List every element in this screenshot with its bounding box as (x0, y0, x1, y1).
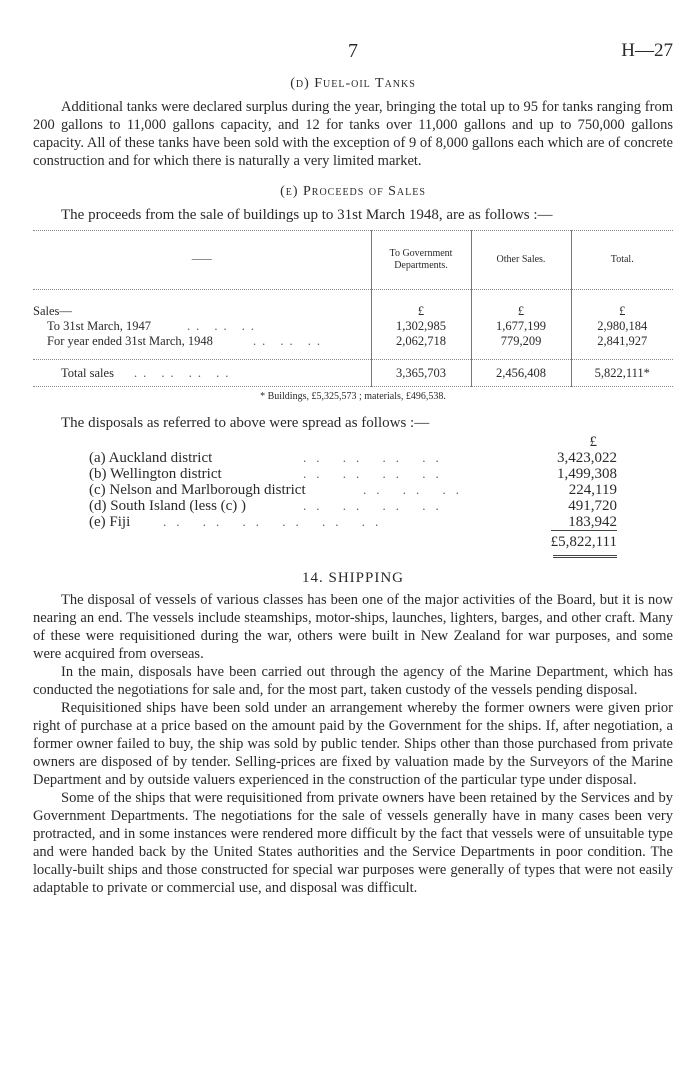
currency-symbol: £ (371, 290, 471, 320)
row-total-value: 2,980,184 (571, 319, 673, 334)
disposals-list (33, 434, 673, 556)
table-header-row (33, 231, 673, 290)
disposals-total-row (33, 530, 673, 556)
district-value: 3,423,022 (557, 450, 617, 466)
leader-dots: .. .. .. .. (303, 498, 449, 513)
district-value: 224,119 (568, 482, 617, 498)
row-total-value: 2,841,927 (571, 334, 673, 360)
leader-dots: .. .. .. (363, 482, 469, 497)
list-item (33, 450, 673, 466)
district-value: 1,499,308 (557, 466, 617, 482)
total-other-value: 2,456,408 (471, 360, 571, 387)
row-gov-value: 1,302,985 (371, 319, 471, 334)
row-other-value: 779,209 (471, 334, 571, 360)
disposals-currency: £ (589, 434, 597, 450)
district-name: (e) Fiji (89, 514, 131, 530)
double-rule (553, 555, 617, 558)
col-header-total: Total. (571, 231, 673, 290)
total-total-value: 5,822,111* (571, 360, 673, 387)
col-header-blank: —— (33, 231, 371, 290)
shipping-paragraph: In the main, disposals have been carried out through the agency of the Marine Department, which has conducted the negotiations for sale and, for the most part, taken custody of the vessels pending disposal. (33, 664, 673, 698)
district-name: (c) Nelson and Marlborough district (89, 482, 306, 498)
disposals-currency-row (33, 434, 673, 450)
disposals-intro: The disposals as referred to above were spread as follows :— (61, 415, 430, 431)
district-value: 491,720 (568, 498, 617, 514)
table-currency-row (33, 290, 673, 320)
document-page (33, 30, 673, 897)
shipping-paragraph: The disposal of vessels of various classes has been one of the major activities of the Board, but it is now nearing an end. The vessels include steamships, motor-ships, launches, lighters, barges, and other craft. Many of these were requisitioned during the war, others were built in New Zealand for war purposes, and some were acquired from overseas. (33, 592, 673, 662)
page-number: 7 (348, 40, 358, 62)
fuel-oil-paragraph: Additional tanks were declared surplus during the year, bringing the total up to 95 for tanks ranging from 200 gallons to 11,000 gallons capacity, and 12 for tanks over 11,000 gallons and up to 750,000 gallons capacity. All of these tanks have been sold with the exception of 9 of 8,000 gallons each which are of concrete construction and for which there is naturally a very limited market. (33, 99, 673, 169)
leader-dots: .. .. .. (252, 334, 326, 348)
shipping-paragraph: Requisitioned ships have been sold under an arrangement whereby the former owners were given prior right of purchase at a price based on the amount paid by the Government for the ships. If, after negotiation, a former owner failed to buy, the ship was sold by public tender. Ships other than those purchased from private owners are disposed of by tender. Selling-prices are fixed by valuation made by the Surveyors of the Marine Department and by outside valuers experienced in the construction of the particular type under disposal. (33, 700, 673, 788)
district-name: (a) Auckland district (89, 450, 213, 466)
list-item (33, 498, 673, 514)
proceeds-intro: The proceeds from the sale of buildings up to 31st March 1948, are as follows :— (61, 207, 553, 223)
row-label: To 31st March, 1947 (47, 319, 151, 333)
leader-dots: .. .. .. .. (303, 450, 449, 465)
disposals-total: £5,822,111 (551, 530, 617, 551)
table-total-row (33, 360, 673, 387)
leader-dots: .. .. .. .. (303, 466, 449, 481)
district-name: (b) Wellington district (89, 466, 222, 482)
district-name: (d) South Island (less (c) ) (89, 498, 247, 514)
row-gov-value: 2,062,718 (371, 334, 471, 360)
table-row (33, 319, 673, 334)
currency-symbol: £ (471, 290, 571, 320)
col-header-other: Other Sales. (471, 231, 571, 290)
district-value: 183,942 (568, 514, 617, 530)
proceeds-table (33, 230, 673, 387)
list-item (33, 482, 673, 498)
leader-dots: .. .. .. (186, 319, 260, 333)
page-header (33, 30, 673, 60)
row-other-value: 1,677,199 (471, 319, 571, 334)
table-footnote: * Buildings, £5,325,573 ; materials, £496,538. (260, 391, 446, 402)
total-label: Total sales (61, 365, 114, 380)
document-reference: H—27 (621, 40, 673, 61)
row-label: For year ended 31st March, 1948 (47, 334, 213, 348)
leader-dots: .. .. .. .. .. .. (163, 514, 389, 529)
list-item (33, 514, 673, 530)
shipping-heading: 14. SHIPPING (301, 570, 404, 586)
fuel-oil-heading: (d) Fuel-oil Tanks (290, 76, 416, 91)
sales-label: Sales— (33, 304, 72, 318)
table-row (33, 334, 673, 360)
list-item (33, 466, 673, 482)
shipping-paragraph: Some of the ships that were requisitioned from private owners have been retained by the Services and by Government Departments. The negotiations for the sale of vessels generally have in many cases been very protracted, and in some instances were rendered more difficult by the fact that vessels were of unsuitable type and were handed back by the United States authorities and the Service Departments in poor condition. The locally-built ships and those constructed for special war purposes were generally of types that were not easily adaptable to private or commercial use, and disposal was difficult. (33, 790, 673, 896)
col-header-government: To Government Departments. (371, 231, 471, 290)
currency-symbol: £ (571, 290, 673, 320)
total-gov-value: 3,365,703 (371, 360, 471, 387)
proceeds-heading: (e) Proceeds of Sales (280, 184, 426, 199)
leader-dots: .. .. .. .. (133, 365, 235, 380)
